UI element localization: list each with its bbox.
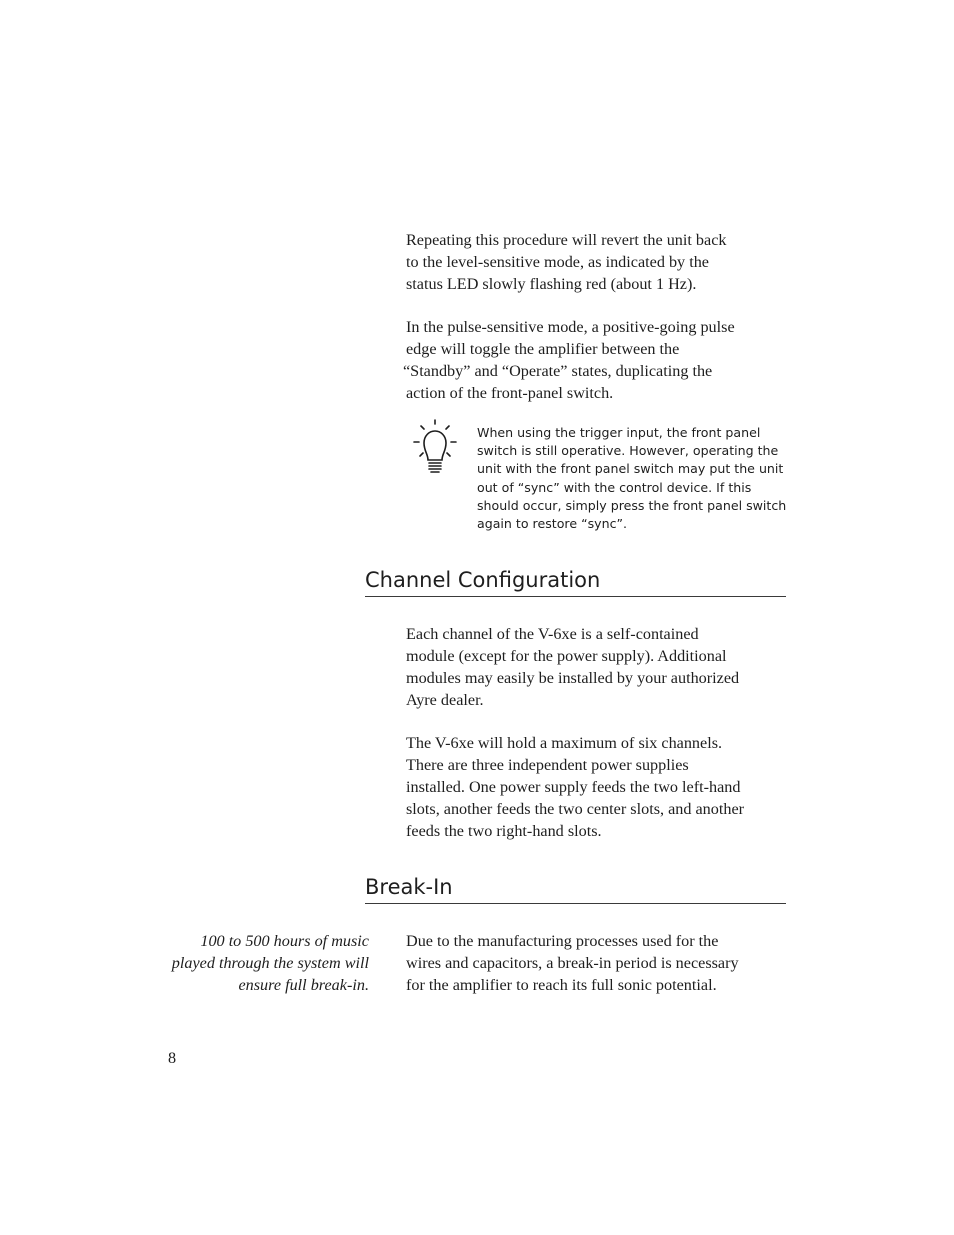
text-line: for the amplifier to reach its full sonic potential.: [406, 976, 717, 994]
text-line: ensure full break-in.: [238, 976, 369, 994]
heading-channel-configuration: Channel Configuration: [365, 567, 786, 597]
text-line: 100 to 500 hours of music: [200, 932, 369, 950]
paragraph-channel-supplies: [406, 732, 786, 842]
text-line: installed. One power supply feeds the two left-hand: [406, 778, 741, 796]
text-line: Ayre dealer.: [406, 691, 484, 709]
paragraph-pulse-mode: [403, 316, 786, 404]
text-line: slots, another feeds the two center slots, and another: [406, 800, 745, 818]
text-line: edge will toggle the amplifier between the: [406, 340, 680, 358]
text-line: wires and capacitors, a break-in period is necessary: [406, 954, 739, 972]
text-line: to the level-sensitive mode, as indicated by the: [406, 253, 709, 271]
text-line: played through the system will: [171, 954, 369, 972]
text-line: module (except for the power supply). Additional: [406, 647, 727, 665]
text-line: Each channel of the V-6xe is a self-contained: [406, 625, 699, 643]
page-number: 8: [168, 1049, 177, 1067]
text-line: modules may easily be installed by your authorized: [406, 669, 740, 687]
text-line: feeds the two right-hand slots.: [406, 822, 602, 840]
margin-note: [150, 930, 369, 996]
text-line: unit with the front panel switch may put the unit: [477, 461, 784, 477]
text-line: Repeating this procedure will revert the unit back: [406, 231, 727, 249]
tip-note: [477, 424, 797, 533]
paragraph-revert-procedure: [406, 229, 786, 295]
heading-break-in: Break-In: [365, 874, 786, 904]
text-line: switch is still operative. However, operating the: [477, 443, 779, 459]
text-line: In the pulse-sensitive mode, a positive-going pulse: [406, 318, 735, 336]
text-line: The V-6xe will hold a maximum of six channels.: [406, 734, 723, 752]
paragraph-break-in: [406, 930, 786, 996]
text-line: out of “sync” with the control device. If this: [477, 479, 752, 495]
text-line: status LED slowly flashing red (about 1 Hz).: [406, 275, 697, 293]
text-line: action of the front-panel switch.: [406, 384, 614, 402]
paragraph-channel-module: [406, 623, 786, 711]
text-line: should occur, simply press the front panel switch: [477, 497, 787, 513]
text-line: There are three independent power supplies: [406, 756, 689, 774]
text-line: “Standby” and “Operate” states, duplicating the: [403, 362, 713, 380]
text-line: When using the trigger input, the front panel: [477, 425, 761, 440]
lightbulb-icon: [410, 419, 460, 479]
text-line: Due to the manufacturing processes used for the: [406, 932, 719, 950]
text-line: again to restore “sync”.: [477, 516, 628, 532]
